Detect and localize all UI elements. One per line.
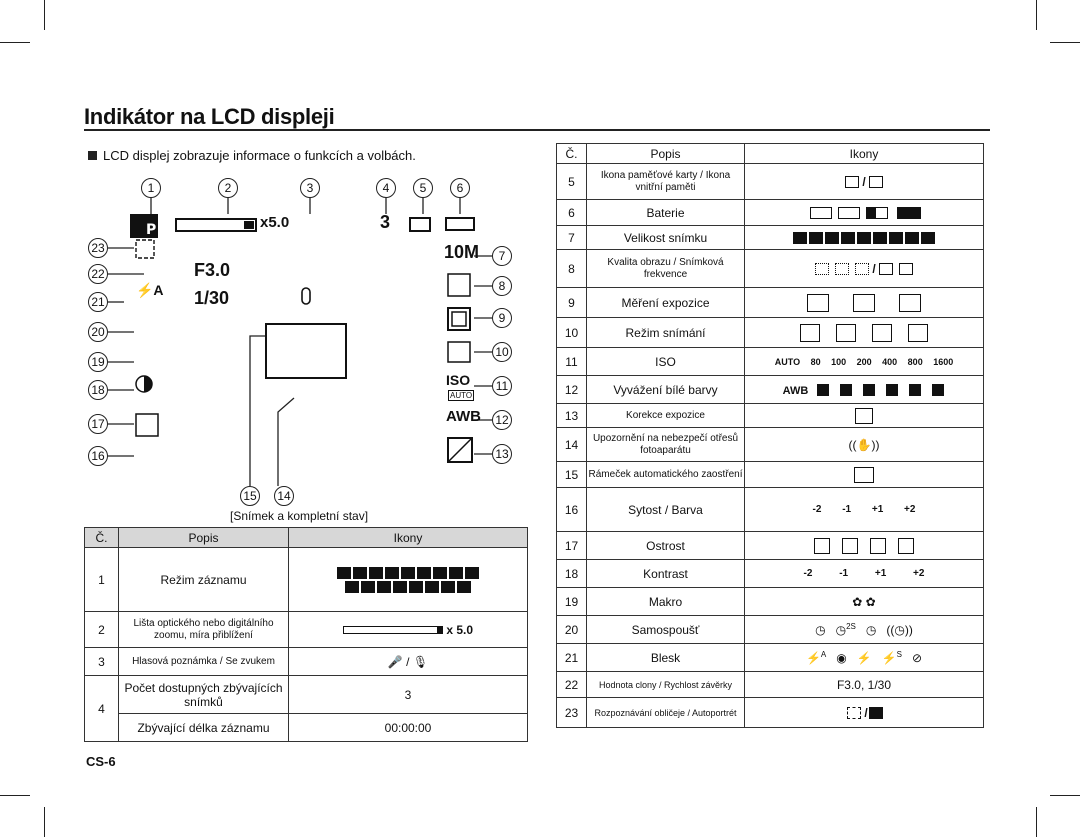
row-desc: Rozpoznávání obličeje / Autoportrét	[587, 698, 745, 728]
callout-23: 23	[88, 238, 108, 258]
row-desc: Režim záznamu	[119, 548, 289, 612]
callout-5: 5	[413, 178, 433, 198]
row-desc: ISO	[587, 348, 745, 376]
row-no: 3	[85, 648, 119, 676]
row-no: 18	[557, 560, 587, 588]
table-row	[557, 318, 984, 348]
row-desc: Zbývající délka záznamu	[119, 714, 289, 742]
table-header-row	[85, 528, 528, 548]
row-no: 8	[557, 250, 587, 288]
row-no: 6	[557, 200, 587, 226]
table-row	[557, 698, 984, 728]
callout-1: 1	[141, 178, 161, 198]
callout-18: 18	[88, 380, 108, 400]
row-desc: Hodnota clony / Rychlost závěrky	[587, 672, 745, 698]
page-title: Indikátor na LCD displeji	[84, 104, 335, 129]
callout-20: 20	[88, 322, 108, 342]
table-row	[85, 648, 528, 676]
row-no: 15	[557, 462, 587, 488]
lcd-iso-sub: AUTO	[450, 391, 473, 400]
row-no: 2	[85, 612, 119, 648]
table-row	[557, 428, 984, 462]
crop-mark	[44, 0, 45, 30]
callout-21: 21	[88, 292, 108, 312]
flash-icons: ⚡$^A$ ◉ ⚡ ⚡$^S$ ⊘	[745, 644, 984, 672]
row-desc: Velikost snímku	[587, 226, 745, 250]
table-row	[557, 348, 984, 376]
table-row	[557, 462, 984, 488]
row-value: 3	[289, 676, 528, 714]
crop-mark	[1036, 0, 1037, 30]
col-header-no: Č.	[85, 528, 119, 548]
memory-icons: /	[745, 164, 984, 200]
lcd-shots-count: 3	[380, 212, 391, 232]
callout-11: 11	[492, 376, 512, 396]
battery-icons	[745, 200, 984, 226]
row-no: 12	[557, 376, 587, 404]
row-desc: Baterie	[587, 200, 745, 226]
lcd-image-size: 10M	[444, 242, 480, 262]
image-size-icons	[745, 226, 984, 250]
row-no: 1	[85, 548, 119, 612]
table-row	[557, 404, 984, 428]
left-icon-table	[84, 527, 528, 742]
row-value: 00:00:00	[289, 714, 528, 742]
row-no: 17	[557, 532, 587, 560]
callout-3: 3	[300, 178, 320, 198]
crop-mark	[44, 807, 45, 837]
row-no: 4	[85, 676, 119, 742]
callout-22: 22	[88, 264, 108, 284]
drive-mode-icons	[745, 318, 984, 348]
title-rule	[84, 129, 990, 131]
row-desc: Kvalita obrazu / Snímková frekvence	[587, 250, 745, 288]
table-row	[557, 164, 984, 200]
callout-10: 10	[492, 342, 512, 362]
lcd-awb: AWB	[446, 408, 481, 425]
table-row	[557, 250, 984, 288]
callout-16: 16	[88, 446, 108, 466]
table-row	[557, 532, 984, 560]
row-no: 14	[557, 428, 587, 462]
table-row	[557, 200, 984, 226]
metering-icons	[745, 288, 984, 318]
row-desc: Režim snímání	[587, 318, 745, 348]
lcd-flash: ⚡A	[136, 282, 164, 298]
shake-warning-icon: ((✋))	[745, 428, 984, 462]
lcd-drawing	[84, 176, 534, 516]
row-desc: Sytost / Barva	[587, 488, 745, 532]
aperture-shutter-value: F3.0, 1/30	[745, 672, 984, 698]
illustration-caption: [Snímek a kompletní stav]	[230, 509, 369, 523]
iso-icons: AUTO 80 100 200 400 800 1600	[745, 348, 984, 376]
crop-mark	[0, 795, 30, 796]
callout-12: 12	[492, 410, 512, 430]
table-row	[557, 644, 984, 672]
row-no: 22	[557, 672, 587, 698]
table-row	[85, 612, 528, 648]
record-mode-icons	[289, 548, 528, 612]
row-desc: Makro	[587, 588, 745, 616]
quality-icons: /	[745, 250, 984, 288]
row-no: 7	[557, 226, 587, 250]
col-header-desc: Popis	[119, 528, 289, 548]
lcd-aperture: F3.0	[194, 260, 231, 280]
table-row	[557, 672, 984, 698]
table-row	[85, 548, 528, 612]
callout-9: 9	[492, 308, 512, 328]
voice-memo-icons: 🎤 / 🎙	[289, 648, 528, 676]
row-no: 9	[557, 288, 587, 318]
col-header-icons: Ikony	[745, 144, 984, 164]
row-desc: Ostrost	[587, 532, 745, 560]
contrast-icons: -2 -1 +1 +2	[745, 560, 984, 588]
saturation-icons: -2 -1 +1 +2	[745, 488, 984, 532]
callout-17: 17	[88, 414, 108, 434]
self-timer-icons: ◷ ◷$^{2S}$ ◷ ((◷))	[745, 616, 984, 644]
row-desc: Blesk	[587, 644, 745, 672]
crop-mark	[0, 42, 30, 43]
crop-mark	[1036, 807, 1037, 837]
row-no: 20	[557, 616, 587, 644]
table-row	[557, 226, 984, 250]
callout-6: 6	[450, 178, 470, 198]
row-no: 21	[557, 644, 587, 672]
white-balance-icons: AWB	[745, 376, 984, 404]
table-header-row	[557, 144, 984, 164]
zoom-indicator-cell: x 5.0	[289, 612, 528, 648]
callout-4: 4	[376, 178, 396, 198]
table-row	[557, 488, 984, 532]
right-icon-table	[556, 143, 984, 728]
row-no: 16	[557, 488, 587, 532]
macro-icons: ✿ ✿	[745, 588, 984, 616]
row-desc: Lišta optického nebo digitálního zoomu, míra přiblížení	[119, 612, 289, 648]
page-footer: CS-6	[86, 754, 116, 769]
row-desc: Ikona paměťové karty / Ikona vnitřní paměti	[587, 164, 745, 200]
callout-2: 2	[218, 178, 238, 198]
row-desc: Vyvážení bílé barvy	[587, 376, 745, 404]
row-desc: Upozornění na nebezpečí otřesů fotoaparátu	[587, 428, 745, 462]
callout-7: 7	[492, 246, 512, 266]
crop-mark	[1050, 42, 1080, 43]
lcd-iso: ISO	[446, 372, 471, 388]
row-no: 10	[557, 318, 587, 348]
callout-8: 8	[492, 276, 512, 296]
row-no: 19	[557, 588, 587, 616]
row-desc: Samospoušť	[587, 616, 745, 644]
lcd-illustration	[84, 176, 534, 526]
crop-mark	[1050, 795, 1080, 796]
row-desc: Měření expozice	[587, 288, 745, 318]
table-row	[557, 376, 984, 404]
col-header-desc: Popis	[587, 144, 745, 164]
face-detection-icons: /	[745, 698, 984, 728]
row-no: 11	[557, 348, 587, 376]
col-header-no: Č.	[557, 144, 587, 164]
table-row	[85, 714, 528, 742]
table-row	[557, 560, 984, 588]
row-desc: Počet dostupných zbývajících snímků	[119, 676, 289, 714]
row-no: 23	[557, 698, 587, 728]
exposure-comp-icon	[745, 404, 984, 428]
lcd-zoom-value: x5.0	[260, 214, 290, 231]
lcd-shutter: 1/30	[194, 288, 230, 308]
row-desc: Rámeček automatického zaostření	[587, 462, 745, 488]
table-row	[557, 588, 984, 616]
col-header-icons: Ikony	[289, 528, 528, 548]
af-frame-icon	[745, 462, 984, 488]
svg-text:P: P	[146, 222, 157, 238]
table-row	[557, 288, 984, 318]
table-row	[557, 616, 984, 644]
sharpness-icons	[745, 532, 984, 560]
row-desc: Korekce expozice	[587, 404, 745, 428]
callout-14: 14	[274, 486, 294, 506]
intro-text: LCD displej zobrazuje informace o funkcích a volbách.	[88, 148, 416, 163]
callout-13: 13	[492, 444, 512, 464]
row-desc: Kontrast	[587, 560, 745, 588]
row-desc: Hlasová poznámka / Se zvukem	[119, 648, 289, 676]
callout-19: 19	[88, 352, 108, 372]
zoom-bar-icon	[343, 626, 443, 634]
table-row	[85, 676, 528, 714]
row-no: 13	[557, 404, 587, 428]
row-no: 5	[557, 164, 587, 200]
callout-15: 15	[240, 486, 260, 506]
